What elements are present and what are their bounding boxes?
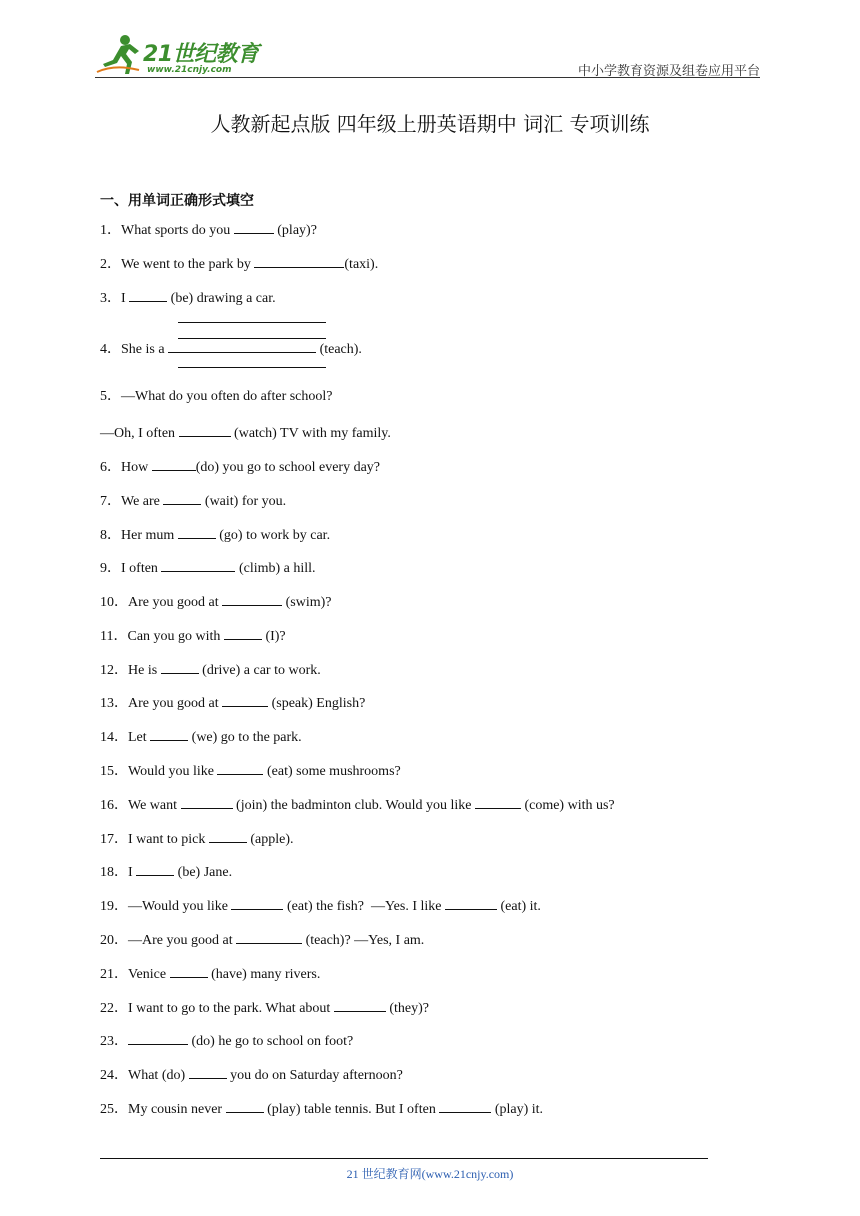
question-text: (eat) the fish? —Yes. I like (283, 899, 445, 914)
question-item (100, 760, 401, 781)
question-text: (eat) some mushrooms? (263, 764, 401, 779)
question-text: (do) he go to school on foot? (188, 1034, 354, 1049)
question-text: We went to the park by (121, 257, 255, 272)
question-text: (go) to work by car. (215, 528, 331, 543)
question-text: He is (128, 663, 161, 678)
question-number: 9． (100, 561, 121, 576)
question-number: 20． (100, 933, 128, 948)
question-text: (be) drawing a car. (167, 291, 276, 306)
question-number: 21． (100, 967, 128, 982)
question-text: I want to pick (128, 832, 209, 847)
question-item (100, 828, 294, 849)
question-text: (do) you go to school every day? (195, 460, 381, 475)
question-text: What sports do you (121, 223, 234, 238)
question-text: I (128, 865, 137, 880)
question-number: 23． (100, 1034, 128, 1049)
answer-blank[interactable] (254, 253, 344, 268)
question-item (100, 659, 321, 680)
question-text: (teach)? —Yes, I am. (302, 933, 425, 948)
answer-blank[interactable] (179, 422, 231, 437)
question-number: 12． (100, 663, 128, 678)
answer-blank[interactable] (222, 692, 268, 707)
question-item (100, 726, 302, 747)
answer-blank[interactable] (222, 591, 282, 606)
question-text: (play)? (273, 223, 317, 238)
question-number: 7． (100, 494, 121, 509)
question-text: How (121, 460, 152, 475)
question-item (100, 929, 424, 950)
answer-blank[interactable] (236, 929, 302, 944)
question-text: —Are you good at (128, 933, 237, 948)
question-item (100, 794, 615, 815)
header-divider (95, 77, 760, 78)
answer-blank[interactable] (163, 490, 201, 505)
question-number: 8． (100, 528, 121, 543)
question-item (100, 1098, 543, 1119)
question-number: 3． (100, 291, 121, 306)
question-text: I often (121, 561, 162, 576)
question-text: Are you good at (128, 696, 223, 711)
footer-text: 21 世纪教育网(www.21cnjy.com) (346, 1167, 514, 1181)
question-number: 1． (100, 223, 121, 238)
answer-blank[interactable] (217, 760, 263, 775)
answer-blank[interactable] (231, 895, 283, 910)
question-text: Would you like (128, 764, 218, 779)
question-text: (speak) English? (268, 696, 366, 711)
question-text: —What do you often do after school? (121, 389, 333, 404)
question-item (100, 861, 232, 882)
question-text: We are (121, 494, 164, 509)
question-number: 15． (100, 764, 128, 779)
question-text: My cousin never (128, 1102, 226, 1117)
answer-line (178, 322, 326, 323)
question-number: 19． (100, 899, 128, 914)
question-text: (come) with us? (520, 798, 615, 813)
answer-blank[interactable] (161, 659, 199, 674)
answer-blank[interactable] (475, 794, 521, 809)
question-item (100, 625, 286, 646)
answer-blank[interactable] (189, 1064, 227, 1079)
question-number: 14． (100, 730, 128, 745)
question-text: (join) the badminton club. Would you like (232, 798, 475, 813)
question-item (100, 287, 276, 308)
question-text: (they)? (385, 1001, 429, 1016)
answer-blank[interactable] (334, 997, 386, 1012)
question-text: (play) it. (491, 1102, 544, 1117)
answer-blank[interactable] (226, 1098, 264, 1113)
question-text: (eat) it. (496, 899, 541, 914)
question-item (100, 253, 378, 274)
answer-blank[interactable] (234, 219, 274, 234)
answer-line (178, 367, 326, 368)
question-text: (teach). (316, 342, 362, 357)
question-item (100, 490, 286, 511)
question-text: (we) go to the park. (188, 730, 302, 745)
question-item (100, 1030, 353, 1051)
question-item (100, 388, 333, 406)
question-number: 10． (100, 595, 128, 610)
question-number: 17． (100, 832, 128, 847)
question-number: 5． (100, 389, 121, 404)
question-item (100, 963, 320, 984)
platform-name: 中小学教育资源及组卷应用平台 (577, 63, 760, 78)
question-item (100, 338, 362, 359)
answer-blank[interactable] (161, 557, 235, 572)
logo-url: www.21cnjy.com (147, 65, 232, 75)
question-text: Let (128, 730, 151, 745)
question-text: (taxi). (344, 257, 379, 272)
answer-line (178, 338, 326, 339)
question-number: 11． (100, 629, 128, 644)
question-text: —Oh, I often (100, 426, 179, 441)
question-text: (I)? (261, 629, 286, 644)
question-text: (play) table tennis. But I often (263, 1102, 440, 1117)
question-text: I (121, 291, 130, 306)
question-text: I want to go to the park. What about (128, 1001, 334, 1016)
question-number: 25． (100, 1102, 128, 1117)
question-number: 24． (100, 1068, 128, 1083)
answer-blank[interactable] (170, 963, 208, 978)
question-text: She is a (121, 342, 169, 357)
question-text: (be) Jane. (174, 865, 233, 880)
answer-blank[interactable] (439, 1098, 491, 1113)
question-number: 22． (100, 1001, 128, 1016)
answer-blank[interactable] (136, 861, 174, 876)
answer-blank[interactable] (178, 524, 216, 539)
question-text: —Would you like (128, 899, 232, 914)
question-text: (climb) a hill. (235, 561, 316, 576)
page-header (95, 30, 760, 78)
question-item (100, 692, 365, 713)
question-item (100, 557, 316, 578)
question-number: 6． (100, 460, 121, 475)
question-text: We want (128, 798, 181, 813)
answer-blank[interactable] (150, 726, 188, 741)
answer-blank[interactable] (128, 1030, 188, 1045)
question-number: 4． (100, 342, 121, 357)
question-text: Are you good at (128, 595, 223, 610)
page-title: 人教新起点版 四年级上册英语期中 词汇 专项训练 (210, 112, 650, 136)
question-item (100, 524, 330, 545)
question-text: (watch) TV with my family. (230, 426, 391, 441)
answer-blank[interactable] (224, 625, 262, 640)
answer-blank[interactable] (445, 895, 497, 910)
question-item (100, 591, 331, 612)
question-text: (swim)? (282, 595, 332, 610)
question-number: 2． (100, 257, 121, 272)
question-number: 16． (100, 798, 128, 813)
question-number: 13． (100, 696, 128, 711)
question-number: 18． (100, 865, 128, 880)
question-item (100, 895, 541, 916)
question-item (100, 456, 380, 477)
question-text: What (do) (128, 1068, 189, 1083)
question-item (100, 997, 429, 1018)
question-text: (apple). (246, 832, 294, 847)
answer-blank[interactable] (168, 338, 316, 353)
question-item (100, 219, 317, 240)
runner-logo-icon (95, 34, 141, 76)
question-item (100, 422, 391, 443)
answer-blank[interactable] (152, 456, 196, 471)
answer-blank[interactable] (181, 794, 233, 809)
question-text: you do on Saturday afternoon? (226, 1068, 403, 1083)
question-text: Can you go with (127, 629, 224, 644)
question-text: (drive) a car to work. (198, 663, 321, 678)
answer-blank[interactable] (129, 287, 167, 302)
question-text: (have) many rivers. (207, 967, 321, 982)
question-text: (wait) for you. (201, 494, 287, 509)
logo (95, 34, 270, 78)
question-text: Her mum (121, 528, 178, 543)
answer-blank[interactable] (209, 828, 247, 843)
question-text: Venice (128, 967, 170, 982)
footer-divider (100, 1158, 708, 1159)
question-item (100, 1064, 403, 1085)
section-heading: 一、用单词正确形式填空 (100, 193, 254, 209)
logo-text: 21世纪教育 (143, 42, 259, 67)
